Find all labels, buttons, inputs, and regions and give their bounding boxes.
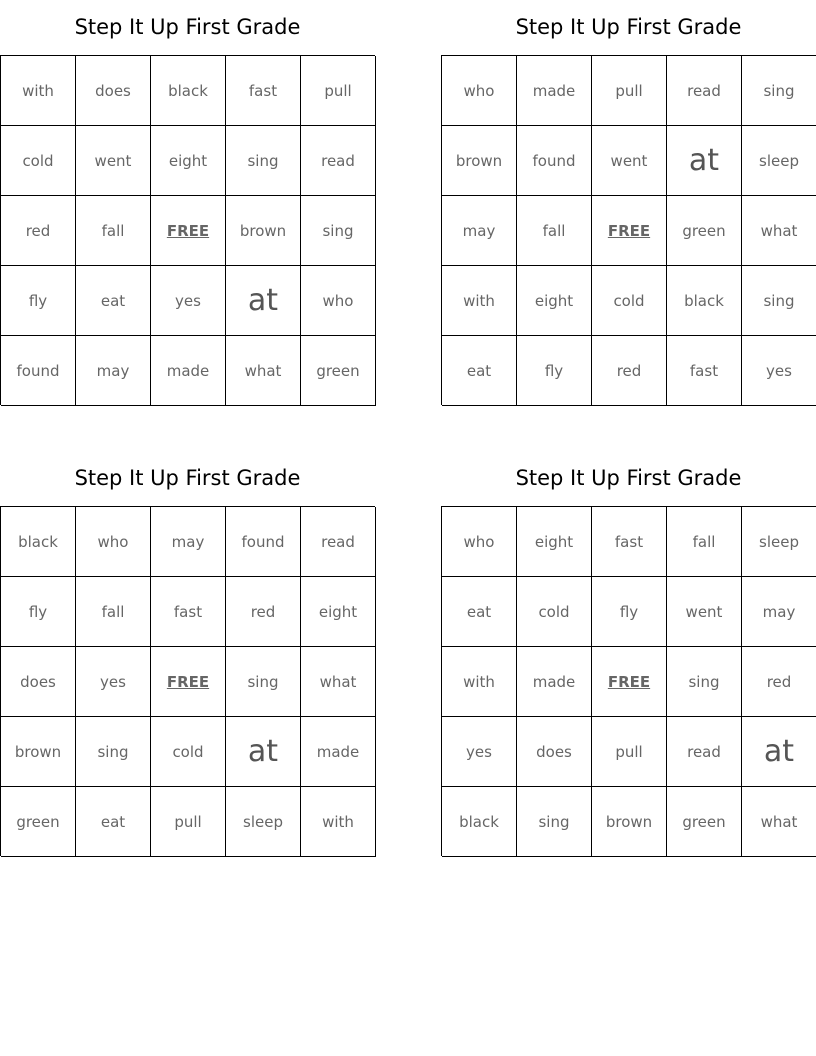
bingo-card xyxy=(441,451,816,856)
bingo-cell: brown xyxy=(442,126,517,196)
bingo-cell: fly xyxy=(1,577,76,647)
bingo-cell: read xyxy=(667,56,742,126)
bingo-cell: fast xyxy=(592,507,667,577)
bingo-cell: what xyxy=(226,336,301,406)
bingo-cell: pull xyxy=(592,56,667,126)
bingo-cell: green xyxy=(667,196,742,266)
bingo-cell: fast xyxy=(151,577,226,647)
bingo-cell: yes xyxy=(442,717,517,787)
bingo-cell: at xyxy=(226,717,301,787)
bingo-cell: found xyxy=(517,126,592,196)
bingo-grid xyxy=(441,506,816,856)
bingo-cell: eight xyxy=(301,577,376,647)
bingo-cell: went xyxy=(76,126,151,196)
bingo-cell: who xyxy=(442,507,517,577)
bingo-cell: eat xyxy=(76,787,151,857)
bingo-cell: does xyxy=(1,647,76,717)
bingo-cell: black xyxy=(151,56,226,126)
bingo-cell: eat xyxy=(442,336,517,406)
bingo-card xyxy=(0,0,375,405)
bingo-cell: brown xyxy=(1,717,76,787)
bingo-cell: red xyxy=(592,336,667,406)
bingo-cell: cold xyxy=(1,126,76,196)
free-space-cell: FREE xyxy=(151,196,226,266)
bingo-cell: may xyxy=(442,196,517,266)
bingo-cell: fast xyxy=(226,56,301,126)
bingo-grid xyxy=(0,55,375,405)
bingo-cell: eight xyxy=(151,126,226,196)
free-space-cell: FREE xyxy=(592,647,667,717)
free-space-cell: FREE xyxy=(151,647,226,717)
bingo-cell: green xyxy=(301,336,376,406)
bingo-cell: does xyxy=(76,56,151,126)
bingo-cell: brown xyxy=(592,787,667,857)
free-space-cell: FREE xyxy=(592,196,667,266)
bingo-cell: sing xyxy=(226,126,301,196)
bingo-cell: eight xyxy=(517,507,592,577)
bingo-cell: fall xyxy=(76,577,151,647)
bingo-cell: who xyxy=(76,507,151,577)
bingo-cell: with xyxy=(1,56,76,126)
bingo-cell: red xyxy=(1,196,76,266)
bingo-card xyxy=(441,0,816,405)
bingo-grid xyxy=(0,506,375,856)
bingo-cell: black xyxy=(1,507,76,577)
bingo-cell: fly xyxy=(592,577,667,647)
bingo-cell: fall xyxy=(667,507,742,577)
bingo-cell: what xyxy=(742,787,816,857)
bingo-cell: cold xyxy=(592,266,667,336)
bingo-cell: sing xyxy=(76,717,151,787)
bingo-cell: with xyxy=(442,266,517,336)
bingo-cell: eight xyxy=(517,266,592,336)
bingo-cell: green xyxy=(1,787,76,857)
bingo-cell: red xyxy=(226,577,301,647)
bingo-cell: read xyxy=(301,507,376,577)
bingo-cell: green xyxy=(667,787,742,857)
bingo-cell: may xyxy=(151,507,226,577)
bingo-cell: sing xyxy=(301,196,376,266)
bingo-cell: with xyxy=(442,647,517,717)
bingo-cell: does xyxy=(517,717,592,787)
bingo-cell: fast xyxy=(667,336,742,406)
bingo-cell: pull xyxy=(301,56,376,126)
bingo-cell: sleep xyxy=(742,507,816,577)
bingo-cell: eat xyxy=(76,266,151,336)
bingo-cell: yes xyxy=(76,647,151,717)
bingo-cell: red xyxy=(742,647,816,717)
bingo-cell: at xyxy=(667,126,742,196)
bingo-grid xyxy=(441,55,816,405)
bingo-cell: read xyxy=(301,126,376,196)
bingo-cell: eat xyxy=(442,577,517,647)
card-title: Step It Up First Grade xyxy=(515,466,742,490)
bingo-cell: made xyxy=(517,56,592,126)
bingo-cell: read xyxy=(667,717,742,787)
bingo-cell: pull xyxy=(151,787,226,857)
bingo-cell: pull xyxy=(592,717,667,787)
bingo-cell: cold xyxy=(517,577,592,647)
bingo-cell: yes xyxy=(742,336,816,406)
card-title: Step It Up First Grade xyxy=(74,466,301,490)
bingo-cell: may xyxy=(742,577,816,647)
bingo-cell: fly xyxy=(1,266,76,336)
card-title: Step It Up First Grade xyxy=(515,15,742,39)
bingo-cell: who xyxy=(442,56,517,126)
bingo-cell: sing xyxy=(517,787,592,857)
bingo-cell: made xyxy=(301,717,376,787)
bingo-cell: fly xyxy=(517,336,592,406)
bingo-cell: sing xyxy=(667,647,742,717)
card-title: Step It Up First Grade xyxy=(74,15,301,39)
bingo-cell: fall xyxy=(517,196,592,266)
bingo-cell: went xyxy=(592,126,667,196)
bingo-cell: found xyxy=(226,507,301,577)
bingo-cell: sing xyxy=(226,647,301,717)
bingo-cell: at xyxy=(742,717,816,787)
bingo-card xyxy=(0,451,375,856)
bingo-cell: made xyxy=(517,647,592,717)
bingo-cell: at xyxy=(226,266,301,336)
bingo-cell: sing xyxy=(742,266,816,336)
bingo-cell: who xyxy=(301,266,376,336)
bingo-cell: sleep xyxy=(742,126,816,196)
bingo-cell: went xyxy=(667,577,742,647)
bingo-cell: sleep xyxy=(226,787,301,857)
bingo-cell: cold xyxy=(151,717,226,787)
bingo-cell: what xyxy=(742,196,816,266)
bingo-cell: may xyxy=(76,336,151,406)
bingo-cell: with xyxy=(301,787,376,857)
bingo-cell: what xyxy=(301,647,376,717)
bingo-cell: yes xyxy=(151,266,226,336)
bingo-cell: brown xyxy=(226,196,301,266)
bingo-cell: black xyxy=(442,787,517,857)
bingo-cell: fall xyxy=(76,196,151,266)
bingo-cell: made xyxy=(151,336,226,406)
bingo-cell: sing xyxy=(742,56,816,126)
bingo-cell: found xyxy=(1,336,76,406)
bingo-cell: black xyxy=(667,266,742,336)
